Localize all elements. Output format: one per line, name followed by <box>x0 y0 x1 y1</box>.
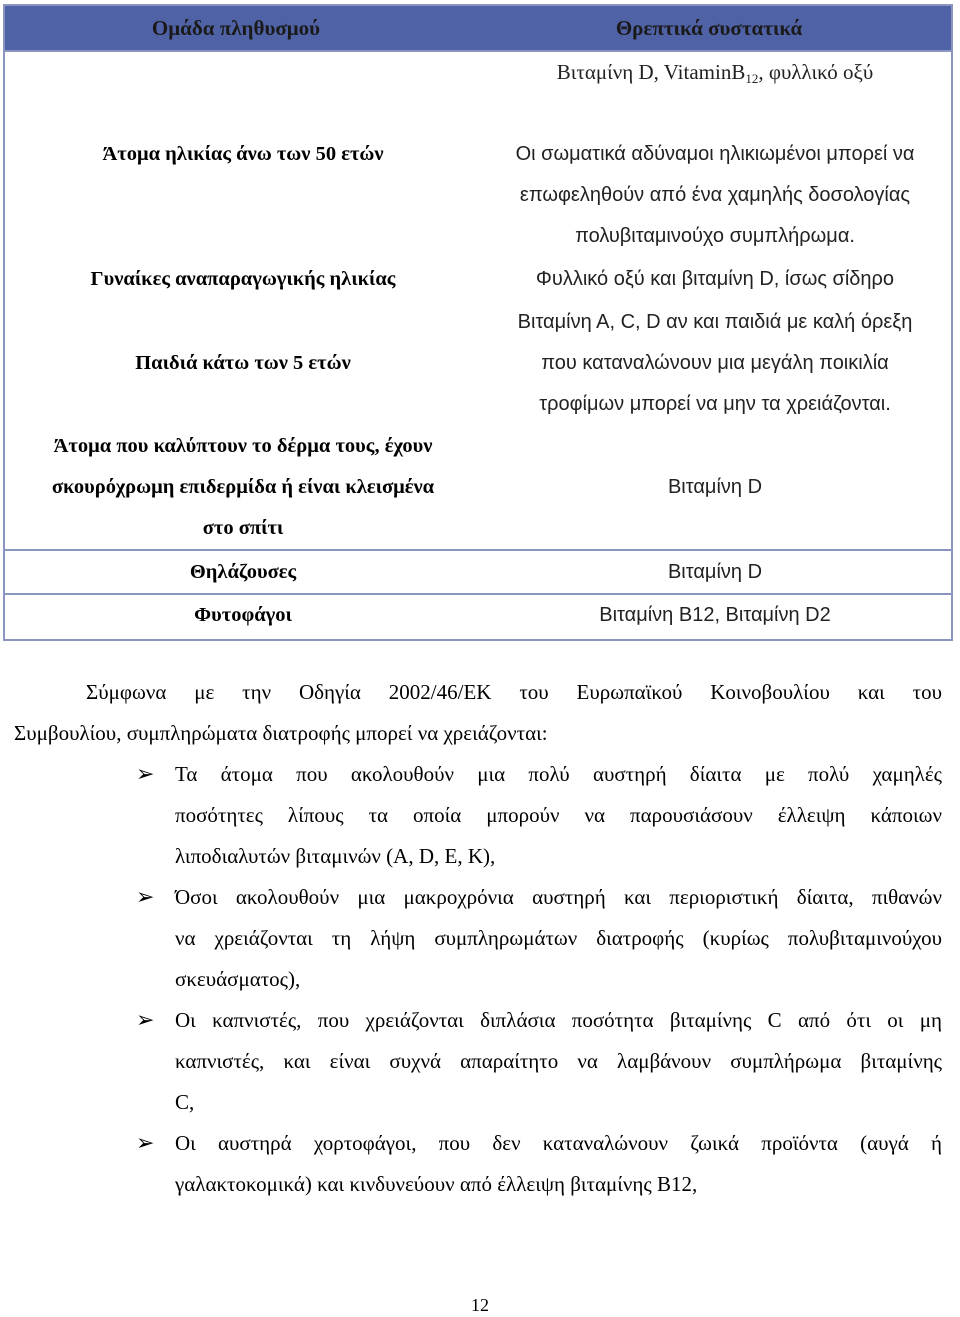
table-cell-top-nutrients <box>480 52 950 99</box>
table-cell-nutrients <box>480 302 950 425</box>
header-population-group: Ομάδα πληθυσμού <box>151 15 321 40</box>
table-cell-group: Φυτοφάγοι <box>194 604 292 626</box>
bullet-line: Οι καπνιστές, που χρειάζονται διπλάσια ποσότητα βιταμίνης C από ότι οι μη <box>175 1008 942 1032</box>
bullet-line: να χρειάζονται τη λήψη συμπληρωμάτων διατροφής (κυρίως πολυβιταμινούχου <box>175 926 942 950</box>
table-cell-group: Παιδιά κάτω των 5 ετών <box>135 352 351 374</box>
subscript: 12 <box>745 71 759 86</box>
arrow-bullet-icon: ➢ <box>136 885 155 910</box>
cell-line: σκουρόχρωμη επιδερμίδα ή είναι κλεισμένα <box>51 476 435 498</box>
header-nutrients: Θρεπτικά συστατικά <box>615 15 803 40</box>
cell-line: στο σπίτι <box>202 517 284 539</box>
table-cell-group: Θηλάζουσες <box>189 561 297 583</box>
table-body <box>5 52 951 639</box>
bullet-line: σκευάσματος), <box>175 967 301 991</box>
list-item <box>14 754 942 877</box>
cell-text: , φυλλικό οξύ <box>758 60 874 84</box>
page-number: 12 <box>471 1295 489 1315</box>
table-cell-group: Γυναίκες αναπαραγωγικής ηλικίας <box>90 268 396 290</box>
intro-paragraph <box>14 672 942 754</box>
list-item <box>14 1000 942 1123</box>
cell-line: Οι σωματικά αδύναμοι ηλικιωμένοι μπορεί να <box>515 143 915 165</box>
nutrient-table <box>3 4 953 641</box>
cell-line: που καταναλώνουν μια μεγάλη ποικιλία <box>541 352 889 374</box>
table-cell-nutrients: Βιταμίνη D <box>667 561 763 583</box>
table-cell-group: Άτομα ηλικίας άνω των 50 ετών <box>102 143 384 165</box>
cell-line: τροφίμων μπορεί να μην τα χρειάζονται. <box>539 393 891 415</box>
cell-line: επωφεληθούν από ένα χαμηλής δοσολογίας <box>519 184 911 206</box>
cell-line: πολυβιταμινούχο συμπλήρωμα. <box>575 225 855 247</box>
bullet-list <box>14 754 942 1205</box>
table-cell-nutrients: Φυλλικό οξύ και βιταμίνη D, ίσως σίδηρο <box>535 268 895 290</box>
arrow-bullet-icon: ➢ <box>136 762 155 787</box>
table-cell-nutrients <box>480 134 950 257</box>
bullet-line: C, <box>175 1090 195 1114</box>
bullet-line: Οι αυστηρά χορτοφάγοι, που δεν καταναλώνουν ζωικά προϊόντα (αυγά ή <box>175 1131 942 1155</box>
bullet-line: Τα άτομα που ακολουθούν μια πολύ αυστηρή δίαιτα με πολύ χαμηλές <box>175 762 942 786</box>
table-cell-nutrients: Βιταμίνη D <box>667 476 763 498</box>
intro-line: Συμβουλίου, συμπληρώματα διατροφής μπορεί να χρειάζονται: <box>14 721 548 745</box>
intro-line: Σύμφωνα με την Οδηγία 2002/46/ΕΚ του Ευρωπαϊκού Κοινοβουλίου και του <box>86 680 942 704</box>
bullet-line: καπνιστές, και είναι συχνά απαραίτητο να λαμβάνουν συμπλήρωμα βιταμίνης <box>175 1049 942 1073</box>
bullet-line: Όσοι ακολουθούν μια μακροχρόνια αυστηρή και περιοριστική δίαιτα, πιθανών <box>175 885 942 909</box>
cell-line: Άτομα που καλύπτουν το δέρμα τους, έχουν <box>53 435 433 457</box>
arrow-bullet-icon: ➢ <box>136 1131 155 1156</box>
bullet-line: ποσότητες λίπους τα οποία μπορούν να παρουσιάσουν έλλειψη κάποιων <box>175 803 942 827</box>
row-divider <box>5 549 951 551</box>
bullet-line: λιποδιαλυτών βιταμινών (A, D, E, K), <box>175 844 496 868</box>
table-cell-nutrients: Βιταμίνη Β12, Βιταμίνη D2 <box>599 604 831 626</box>
table-cell-group <box>13 426 473 549</box>
arrow-bullet-icon: ➢ <box>136 1008 155 1033</box>
list-item <box>14 877 942 1000</box>
list-item <box>14 1123 942 1205</box>
bullet-line: γαλακτοκομικά) και κινδυνεύουν από έλλειψη βιταμίνης Β12, <box>175 1172 698 1196</box>
cell-line: Βιταμίνη Α, C, D αν και παιδιά με καλή όρεξη <box>517 311 913 333</box>
table-header <box>5 6 951 52</box>
cell-text: Βιταμίνη D, VitaminB <box>556 60 746 84</box>
